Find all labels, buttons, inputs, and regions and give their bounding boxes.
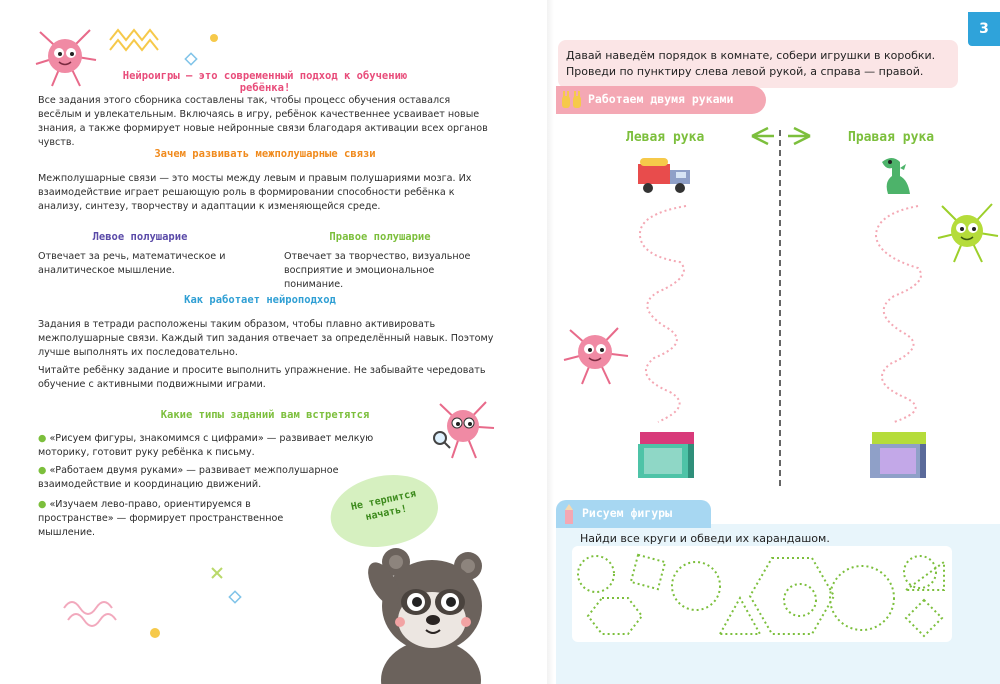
types-heading: Какие типы заданий вам встретятся xyxy=(160,409,370,421)
bullet-dot-icon: ● xyxy=(38,433,47,444)
type-item xyxy=(38,432,398,460)
zigzag-decoration xyxy=(108,26,163,54)
square-shape xyxy=(631,555,665,589)
hexagon-shape xyxy=(750,558,834,634)
left-toy-box-icon xyxy=(634,430,698,482)
green-neuron-character xyxy=(934,198,1000,264)
two-hands-section-title: Работаем двумя руками xyxy=(588,92,734,106)
triangle-shape xyxy=(906,562,944,590)
right-hand-label: Правая рука xyxy=(848,130,935,145)
right-dotted-trace-path xyxy=(860,196,940,426)
diamond-decoration xyxy=(228,590,242,604)
pink-wave-decoration xyxy=(62,588,122,628)
right-hemisphere-heading: Правое полушарие xyxy=(329,231,431,243)
left-hemisphere-heading: Левое полушарие xyxy=(92,231,188,243)
type-item xyxy=(38,498,328,540)
left-hemisphere-text: Отвечает за речь, математическое и аналитическое мышление. xyxy=(38,251,226,276)
center-divider-line xyxy=(778,130,782,486)
task-text: Давай наведём порядок в комнате, собери игрушки в коробки. Проведи по пунктиру слева левой рукой, а справа — правой. xyxy=(566,49,936,78)
dump-truck-icon xyxy=(636,156,694,196)
pink-neuron-character-magnifier xyxy=(428,396,498,462)
dinosaur-icon xyxy=(874,154,916,200)
dot-decoration xyxy=(148,626,162,640)
triangle-shape xyxy=(720,598,760,634)
type-item-text: «Изучаем лево-право, ориентируемся в пространстве» — формирует пространственное мышление. xyxy=(38,499,284,538)
how-paragraph-1: Задания в тетради расположены таким образом, чтобы плавно активировать межполушарные связи. Каждый тип задания отвечает за определённый навык. Поэтому лучше выполнять их последовательно. xyxy=(38,319,494,358)
pink-neuron-character-right xyxy=(560,320,630,386)
left-dotted-trace-path xyxy=(624,196,704,426)
intro-paragraph: Все задания этого сборника составлены так, чтобы процесс обучения оставался весёлым и увлекательным. Включаясь в игру, ребёнок качественнее усваивает новые знания, а также формирует новые нейронные связи благодаря активации всех органов чувств. xyxy=(38,95,488,148)
left-hand-label: Левая рука xyxy=(626,130,705,145)
page-number: 3 xyxy=(968,12,1000,46)
type-item xyxy=(38,464,358,492)
type-item-text: «Работаем двумя руками» — развивает межполушарное взаимодействие и координацию движений. xyxy=(38,465,339,490)
dot-decoration xyxy=(208,32,220,44)
speech-bubble-text: Не терпится начать! xyxy=(350,488,418,524)
cross-decoration xyxy=(210,566,224,580)
shapes-task-text: Найди все круги и обведи их карандашом. xyxy=(580,532,830,545)
type-item-text: «Рисуем фигуры, знакомимся с цифрами» — развивает мелкую моторику, готовит руку ребёнка к письму. xyxy=(38,433,374,458)
how-paragraph-2: Читайте ребёнку задание и просите выполнить упражнение. Не забывайте чередовать обучение с активными подвижными играми. xyxy=(38,365,486,390)
circle-shape xyxy=(830,566,894,630)
diamond-shape xyxy=(906,600,942,636)
why-paragraph: Межполушарные связи — это мосты между левым и правым полушариями мозга. Их взаимодействие играет решающую роль в формировании способности ребёнка к анализу, синтезу, творчеству и адаптации к изменяющейся среде. xyxy=(38,173,472,212)
dotted-shapes[interactable] xyxy=(572,548,952,642)
how-heading: Как работает нейроподход xyxy=(184,294,336,306)
right-hemisphere-text: Отвечает за творчество, визуальное восприятие и эмоциональное понимание. xyxy=(284,251,471,290)
bullet-dot-icon: ● xyxy=(38,465,47,476)
shapes-section-title: Рисуем фигуры xyxy=(582,506,673,520)
bullet-dot-icon: ● xyxy=(38,499,47,510)
circle-shape xyxy=(672,562,720,610)
main-heading: Нейроигры — это современный подход к обучению ребёнка! xyxy=(122,70,408,94)
speech-bubble xyxy=(330,476,438,546)
raccoon-character xyxy=(356,540,506,684)
pink-neuron-character-top xyxy=(30,20,100,90)
pencil-icon xyxy=(562,504,576,526)
diamond-decoration xyxy=(184,52,198,66)
why-heading: Зачем развивать межполушарные связи xyxy=(154,148,376,160)
circle-shape xyxy=(784,584,816,616)
right-toy-box-icon xyxy=(866,430,930,482)
circle-shape xyxy=(578,556,614,592)
hands-icon xyxy=(560,90,584,110)
hexagon-shape xyxy=(588,598,642,634)
